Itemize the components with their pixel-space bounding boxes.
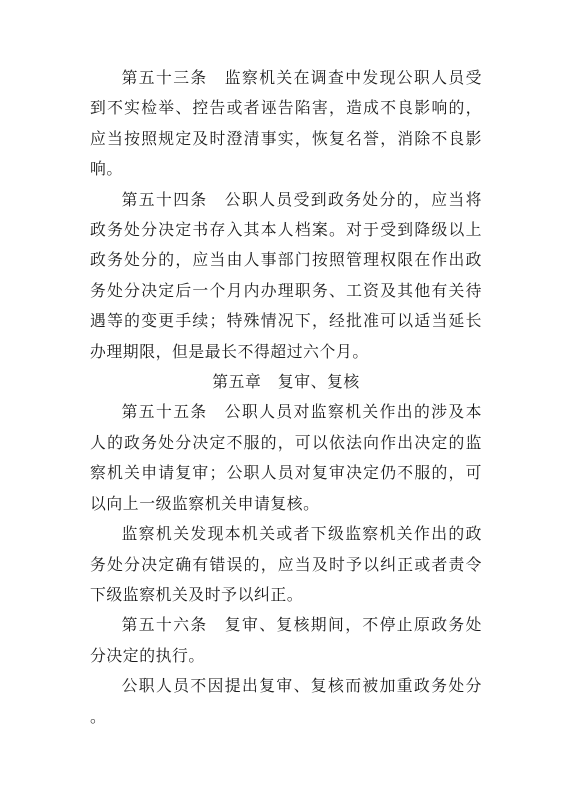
article-56-second-paragraph: 公职人员不因提出复审、复核而被加重政务处分。 [90, 676, 482, 726]
article-56-paragraph: 第五十六条 复审、复核期间，不停止原政务处分决定的执行。 [90, 615, 482, 665]
article-53-paragraph: 第五十三条 监察机关在调查中发现公职人员受到不实检举、控告或者诬告陷害，造成不良影响的，应当按照规定及时澄清事实，恢复名誉，消除不良影响。 [90, 68, 482, 179]
article-55-second-paragraph: 监察机关发现本机关或者下级监察机关作出的政务处分决定确有错误的，应当及时予以纠正或者责令下级监察机关及时予以纠正。 [90, 524, 482, 604]
article-55-paragraph: 第五十五条 公职人员对监察机关作出的涉及本人的政务处分决定不服的，可以依法向作出决定的监察机关申请复审；公职人员对复审决定仍不服的，可以向上一级监察机关申请复核。 [90, 402, 482, 513]
chapter-5-heading: 第五章 复审、复核 [212, 372, 360, 392]
article-54-paragraph: 第五十四条 公职人员受到政务处分的，应当将政务处分决定书存入其本人档案。对于受到降级以上政务处分的，应当由人事部门按照管理权限在作出政务处分决定后一个月内办理职务、工资及其他有关待遇等的变更手续；特殊情况下，经批准可以适当延长办理期限，但是最长不得超过六个月。 [90, 189, 482, 361]
document-body [90, 63, 482, 732]
